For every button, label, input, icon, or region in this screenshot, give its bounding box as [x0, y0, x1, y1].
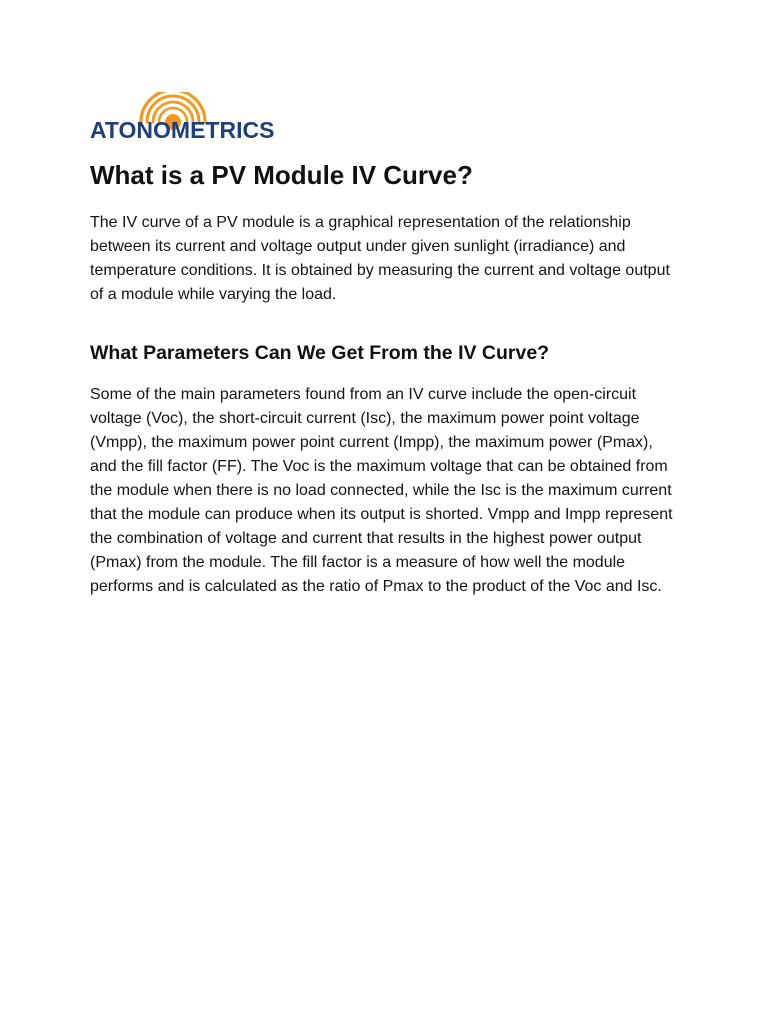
page-title: What is a PV Module IV Curve? [90, 160, 473, 190]
section-heading: What Parameters Can We Get From the IV Curve? [90, 342, 550, 364]
sun-arc-logo-icon [90, 92, 300, 142]
logo-wordmark: ATONOMETRICS [90, 117, 275, 142]
parameters-paragraph: Some of the main parameters found from an IV curve include the open-circuit voltage (Voc), the short-circuit current (Isc), the maximum power point voltage (Vmpp), the maximum power point current (Impp), the maximum power (Pmax), and the fill factor (FF). The Voc is the maximum voltage that can be obtained from the module when there is no load connected, while the Isc is the maximum current that the module can produce when its output is shorted. Vmpp and Impp represent the combination of voltage and current that results in the highest power output (Pmax) from the module. The fill factor is a measure of how well the module performs and is calculated as the ratio of Pmax to the product of the Voc and Isc. [90, 386, 673, 595]
atonometrics-logo [90, 92, 300, 142]
intro-paragraph: The IV curve of a PV module is a graphical representation of the relationship between its current and voltage output under given sunlight (irradiance) and temperature conditions. It is obtained by measuring the current and voltage output of a module while varying the load. [90, 214, 670, 303]
